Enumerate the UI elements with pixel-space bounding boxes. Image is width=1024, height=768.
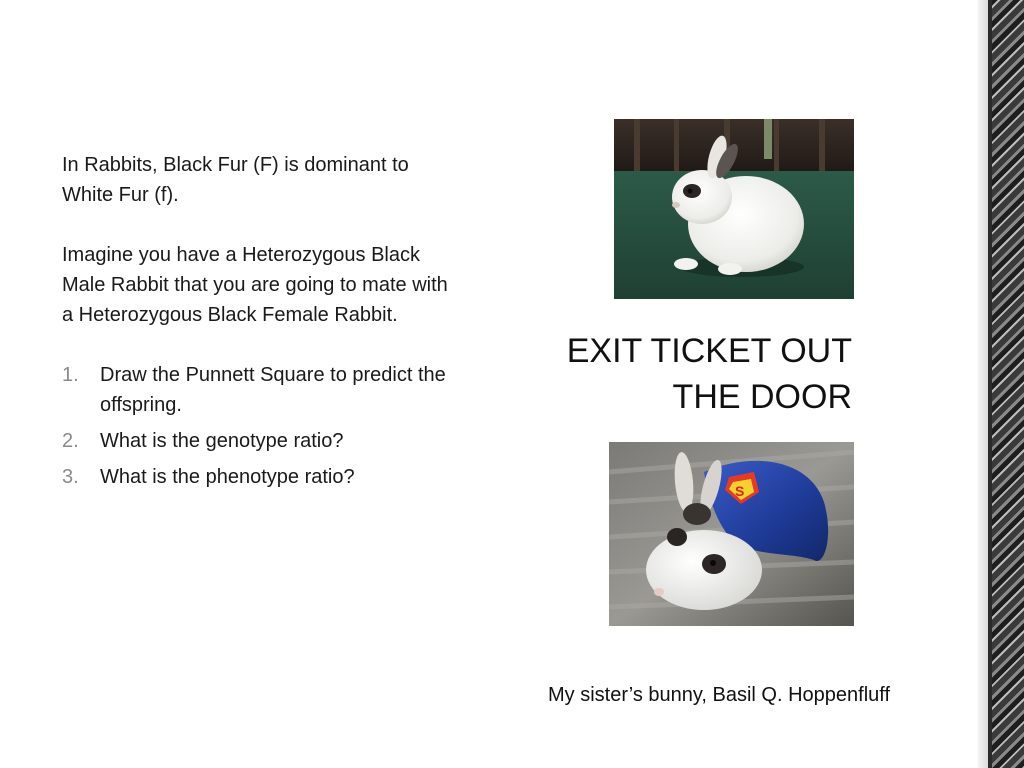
scenario-paragraph: Imagine you have a Heterozygous Black Male Rabbit that you are going to mate with a Heterozygous Black Female Rabbit.	[62, 244, 448, 326]
list-item	[62, 426, 462, 456]
border-line	[988, 0, 992, 768]
photo-caption: My sister’s bunny, Basil Q. Hoppenfluff	[548, 684, 891, 706]
rabbit-on-mat-image	[614, 119, 854, 299]
list-text: What is the phenotype ratio?	[100, 466, 355, 488]
list-number: 3.	[62, 466, 79, 488]
rabbit-photo-bottom	[609, 442, 854, 626]
list-number: 2.	[62, 430, 79, 452]
title-line-1: EXIT TICKET OUT	[566, 332, 852, 370]
border-highlight	[978, 0, 988, 768]
list-item	[62, 462, 462, 492]
list-text: What is the genotype ratio?	[100, 430, 344, 452]
rabbit-in-cape-image	[609, 442, 854, 626]
list-item	[62, 360, 462, 420]
body-text	[62, 150, 462, 498]
svg-text:S: S	[735, 483, 745, 499]
slide-title	[540, 328, 852, 420]
rabbit-photo-top	[614, 119, 854, 299]
decorative-border	[978, 0, 1024, 768]
intro-paragraph: In Rabbits, Black Fur (F) is dominant to White Fur (f).	[62, 154, 409, 206]
question-list	[62, 360, 462, 492]
list-number: 1.	[62, 364, 79, 386]
list-text: Draw the Punnett Square to predict the offspring.	[100, 364, 446, 416]
title-line-2: THE DOOR	[672, 378, 852, 416]
